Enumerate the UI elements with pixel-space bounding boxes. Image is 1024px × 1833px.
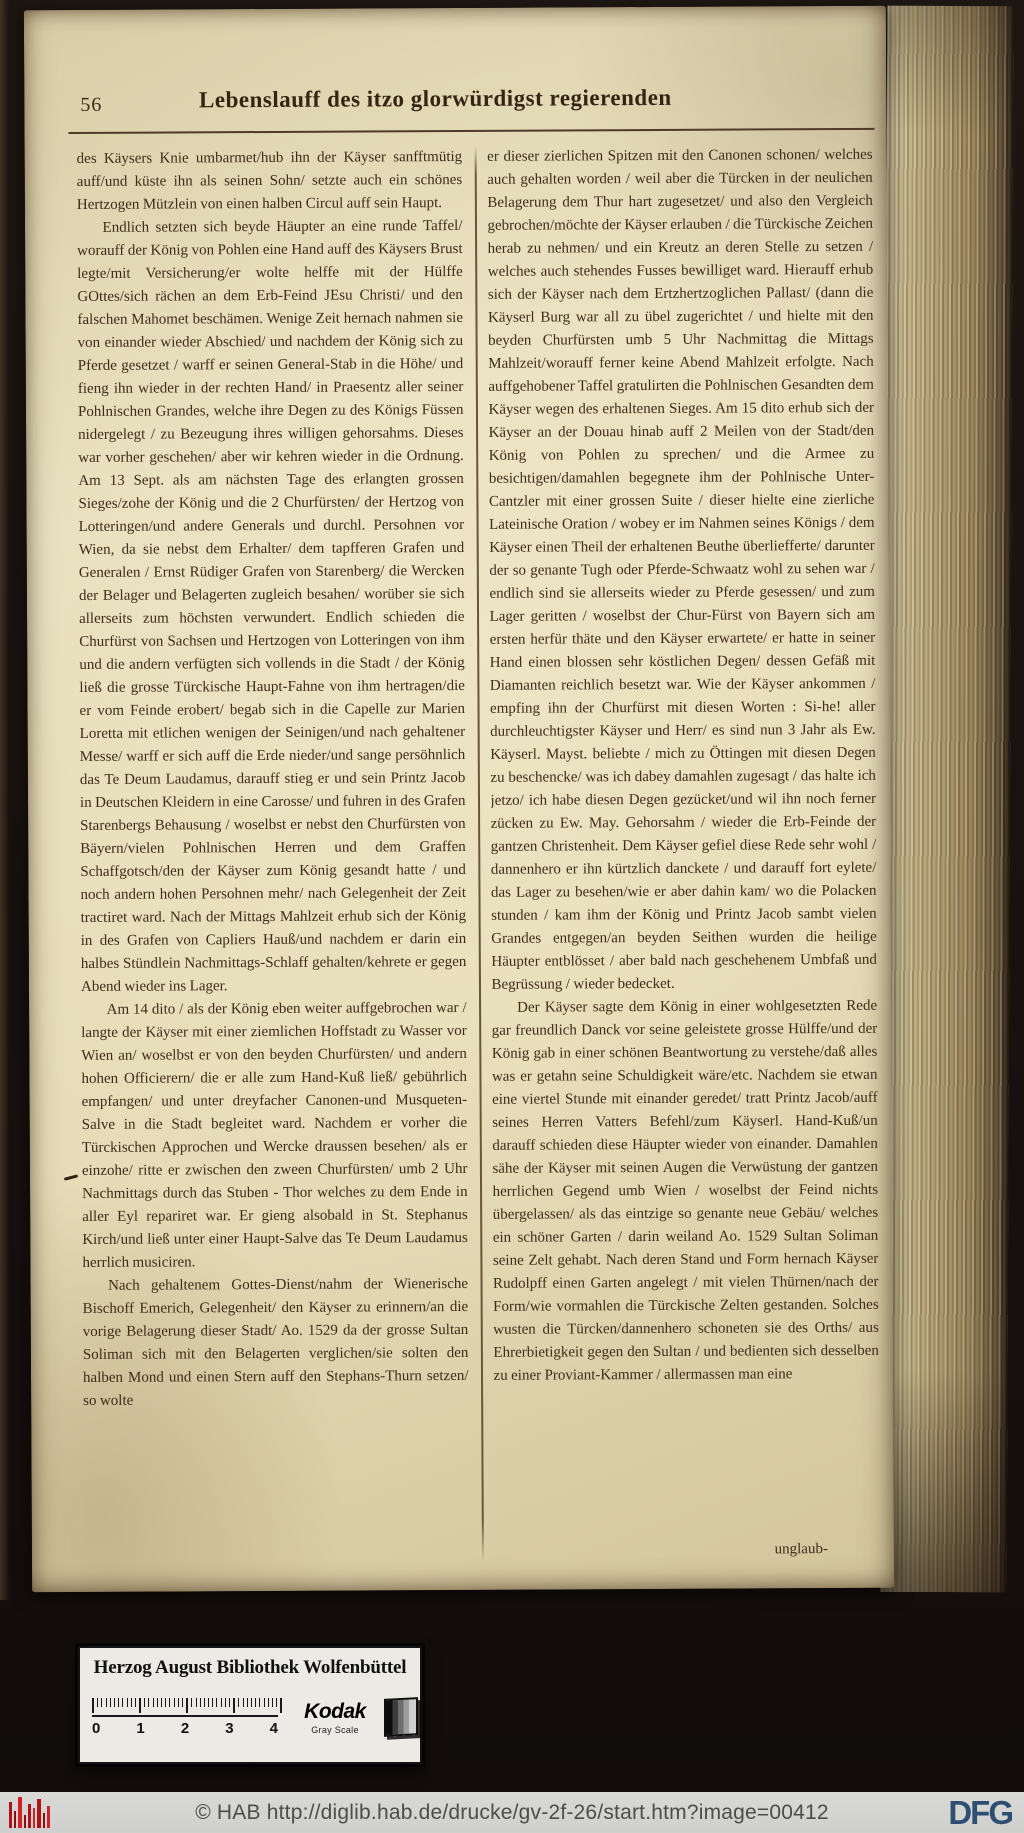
ruler-tick — [255, 1698, 256, 1707]
color-bar — [33, 1808, 35, 1828]
ruler-tick — [169, 1698, 170, 1707]
ruler-tick — [200, 1698, 201, 1707]
ruler-tick — [153, 1698, 154, 1707]
color-calibration-icon — [9, 1796, 52, 1828]
ruler-scale — [92, 1698, 278, 1737]
ruler-tick — [247, 1698, 248, 1707]
color-bar — [14, 1811, 16, 1828]
ruler-tick — [148, 1698, 149, 1707]
ruler-tick — [191, 1698, 192, 1707]
ruler-tick — [238, 1698, 239, 1707]
ruler-tick — [144, 1698, 145, 1707]
right-column-text — [487, 144, 880, 1552]
viewer-footer-bar — [0, 1792, 1024, 1833]
book-page — [24, 6, 894, 1592]
text-paragraph: Endlich setzten sich beyde Häupter an eine runde Taffel/ worauff der König von Pohlen eine Hand auff des Käysers Brust legte/mit Versicherung/er wolte helffe mit der Hülffe GOttes/sich rächen an dem Erb-Feind JEsu Christi/ und den falschen Mahomet beschämen. Wenige Zeit hernach nahmen sie von einander wieder Abschied/ und nachdem der König sich zu Pferde gesetzet / warff er seinen General-Stab in die Höhe/ und fieng ihn wieder in der rechten Hand/ in Praesentz aller seiner Pohlnischen Grandes, welche ihre Degen zu des Königs Füssen nidergelegt / zu Bezeugung ihres willigen gehorsahms. Dieses war vorher geschehen/ aber wir kehren wieder in die Ordnung. Am 13 Sept. als am nächsten Tage des erlangten grossen Sieges/zohe der König und die 2 Churfürsten/ der Hertzog von Lotteringen/und andere Generals und durchl. Persohnen vor Wien, da sie nebst dem Erhalter/ dem tapfferen Grafen und Generalen / Ernst Rüdiger Grafen von Starenberg/ die Wercken der Belager und Belagerten zugleich besahen/ worüber sie sich allerseits zum höchsten verwundert. Endlich schieden die Churfürst von Sachsen und Hertzogen von Lotteringen von ihm und die andern verfügten sich vollends in die Stadt / der König ließ die grosse Türckische Haupt-Fahne von ihm hertragen/die er vom Feinde erobert/ begab sich in die Capelle zur Marien Loretta mit etlichen wenigen der Seinigen/und nach gehaltener Messe/ warff er sich auff die Erde nieder/und sange persöhnlich das Te Deum Laudamus, darauff stieg er und sein Printz Jacob in Deutschen Kleidern in eine Carosse/ und fuhren in des Grafen Starenbergs Behausung / woselbst er nebst den Churfürsten von Bäyern/vielen Pohlnischen Herren und dem Graffen Schaffgotsch/den der Käyser zum König gesandt hatte / und noch andern hohen Persohnen mehr/ nach Gelegenheit der Zeit tractiret ward. Nach der Mittags Mahlzeit erhub sich der König in des Grafen von Capliers Hauß/und nachdem er darin ein halbes Stündlein Nachmittags-Schlaff gehalten/kehrete er gegen Abend wieder ins Lager. — [77, 217, 467, 995]
calibration-card — [78, 1646, 422, 1764]
ruler-tick — [92, 1698, 94, 1713]
kodak-label — [292, 1700, 378, 1735]
column-divider-rule — [474, 146, 483, 1562]
ruler-tick — [97, 1698, 98, 1707]
text-paragraph: des Käysers Knie umbarmet/hub ihn der Käyser sanfftmütig auff/und küste ihn als seinen Sohn/ setzte auch ein schönes Hertzogen Mützlein von einen halben Circul auff sein Haupt. — [76, 148, 463, 213]
ruler-tick — [174, 1698, 175, 1707]
color-bar — [43, 1813, 45, 1828]
library-name: Herzog August Bibliothek Wolfenbüttel — [93, 1657, 407, 1678]
color-bar — [18, 1797, 22, 1828]
ruler-tick — [212, 1698, 213, 1707]
ruler-tick — [251, 1698, 252, 1707]
ruler-numbers — [92, 1720, 278, 1737]
ruler-tick — [259, 1698, 260, 1707]
ruler-tick — [106, 1698, 107, 1707]
page-number: 56 — [80, 93, 103, 116]
ruler-tick — [243, 1698, 244, 1707]
ruler-tick — [233, 1698, 235, 1713]
color-bar — [9, 1802, 12, 1828]
text-paragraph: Nach gehaltenem Gottes-Dienst/nahm der Wienerische Bischoff Emerich, Gelegenheit/ den Käyser zu erinnern/an die vorige Belagerung dieser Stadt/ Ao. 1529 da der grosse Sultan Soliman sich mit den Belagerten verglichen/sie solten den halben Mond und einen Stern auff den Stephans-Thurn setzen/ so wolte — [82, 1275, 469, 1409]
ruler-tick — [216, 1698, 217, 1707]
left-column-text — [77, 146, 470, 1554]
ruler-number: 3 — [225, 1720, 234, 1737]
gray-scale-text: Gray Scale — [311, 1725, 359, 1735]
ruler-tick — [182, 1698, 183, 1707]
ruler-tick — [204, 1698, 205, 1707]
color-bar — [28, 1804, 31, 1828]
ruler-tick — [118, 1698, 119, 1707]
ruler-tick — [131, 1698, 132, 1707]
ruler-ticks — [92, 1698, 278, 1714]
ruler-number: 2 — [180, 1720, 190, 1737]
ruler-tick — [122, 1698, 123, 1707]
text-paragraph: Der Käyser sagte dem König in einer wohlgesetzten Rede gar freundlich Danck vor seine geleistete grosse Hülffe/und der König gab in einer schönen Beantwortung zu verstehe/daß alles was er getahn seine Schuldigkeit wäre/etc. Nachdem sie etwan eine viertel Stunde mit einander geredet/ tratt Printz Jacob/auff seines Herren Vatters Befehl/zum Käyserl. Hand-Kuß/un darauff schieden diese Häupter wieder von einander. Damahlen sähe der Käyser mit seinen Augen die Verwüstung der gantzen herrlichen Gegend umb Wien / woselbst der Feind nichts übergelassen/ als das eintzige so genante neue Gebäu/ welches ein schöner Garten / darin weiland Ao. 1529 Sultan Soliman seine Zelt gehabt. Nach deren Stand und Form hernach Käyser Rudolpff einen Garten angelegt / mit vielen Thürnen/nach der Form/wie vormahlen die Türckische Zelten gestanden. Solches wusten die Türcken/dannenhero schoneten sie des Orths/ aus Ehrerbietigkeit gegen den Sultan / und bedienten sich desselben zu einer Proviant-Kammer / allermassen man eine — [491, 997, 879, 1384]
ruler-tick — [196, 1698, 197, 1707]
ruler-tick — [229, 1698, 230, 1707]
ruler-number: 0 — [92, 1720, 101, 1737]
ruler-tick — [264, 1698, 265, 1707]
ruler-baseline — [92, 1715, 278, 1717]
ruler-tick — [208, 1698, 209, 1707]
ruler-tick — [135, 1698, 136, 1707]
ruler-tick — [268, 1698, 269, 1707]
ruler-tick — [161, 1698, 162, 1707]
color-bar — [47, 1806, 50, 1828]
ruler-tick — [127, 1698, 128, 1707]
color-bar — [24, 1815, 26, 1828]
header-rule — [69, 128, 875, 134]
handwritten-margin-mark — [64, 1174, 78, 1180]
ruler-number: 1 — [136, 1720, 145, 1737]
ruler-tick — [280, 1698, 282, 1713]
kodak-brand-text: Kodak — [304, 1700, 366, 1723]
ruler-tick — [157, 1698, 158, 1707]
calibration-scale-row — [92, 1692, 410, 1756]
ruler-number: 4 — [269, 1720, 278, 1737]
ruler-tick — [221, 1698, 222, 1707]
ruler-tick — [114, 1698, 115, 1707]
ruler-tick — [272, 1698, 273, 1707]
ruler-tick — [186, 1698, 188, 1713]
book-fore-edge — [881, 6, 1014, 1593]
text-paragraph: er dieser zierlichen Spitzen mit den Canonen schonen/ welches auch gehalten worden / weil aber die Türcken in der neulichen Belagerung dem Thur hart zugesetzet/ und also den Vergleich gebrochen/möchte der Käyser erlauben / die Türckische Zeichen herab zu nehmen/ und ein Kreutz an deren Stelle zu setzen / welches auch stehendes Fusses bewilliget ward. Hierauff erhub sich der Käyser nach dem Ertzhertzoglichen Pallast/ (dann die Käyserl Burg war all zu übel zugerichtet / und hielte mit den beyden Churfürsten umb 5 Uhr Nachmittag die Mittags Mahlzeit/worauff ferner keine Abend Mahlzeit erfolgte. Nach auffgehobener Taffel gratulirten die Pohlnischen Gesandten dem Käyser wegen des erhaltenen Sieges. Am 15 dito erhub sich der Käyser an der Douau hinab auff 2 Meilen von der Stadt/den König von Pohlen zu sprechen/ und die Armee zu besichtigen/damahlen begegnete ihm der Pohlnische Unter-Cantzler mit einer grossen Suite / dieser hielte eine zierliche Lateinische Oration / wobey er im Nahmen seines Königs / dem Käyser einen Theil der erhaltenen Beuthe überliefferte/ darunter der so genante Tugh oder Pferde-Schwaatz wohl zu sehen war / endlich sind sie allerseits wieder zu Pferde gesessen/ und zum Lager geritten / woselbst der Chur-Fürst von Bayern sich am ersten herfür thäte und den Käyser erwartete/ er hatte in seiner Hand einen blossen sehr köstlichen Degen/ dessen Gefäß mit Diamanten reichlich besetzt war. Wie der Käyser ankommen / empfing ihn der Churfürst mit diesen Worten : Si-he! aller durchleuchtigster Käyser und Herr/ es sind nun 3 Jahr als Ew. Käyserl. Mayst. beliebte / mich zu Öttingen mit diesen Degen zu beschencke/ was ich dabey damahlen zugesagt / das halte ich jetzo/ ich habe diesen Degen gezücket/und wil ihn noch ferner zücken zu Ew. May. Gehorsahm / wieder die Erb-Feinde der gantzen Christenheit. Dem Käyser gefiel diese Rede sehr wohl / dannenhero er ihn kürtzlich danckete / und darauff fort eylete/ das Lager zu besehen/wie er aber dahin kam/ wo die Polacken stunden / kam ihm der König und Printz Jacob sambt vielen Grandes entgegen/an beyden Seithen wurden die heilige Häupter entblösset / aber bald nach geschehenem Umbfaß und Begrüssung / wieder bedecket. — [487, 146, 877, 993]
ruler-tick — [225, 1698, 226, 1707]
running-title: Lebenslauff des itzo glorwürdigst regierenden — [198, 84, 672, 113]
gray-scale-wedge-icon — [384, 1697, 418, 1737]
catchword: unglaub- — [774, 1541, 828, 1558]
ruler-tick — [178, 1698, 179, 1707]
dfg-logo: DFG — [948, 1794, 1012, 1831]
ruler-tick — [101, 1698, 102, 1707]
text-columns — [77, 144, 880, 1550]
color-bar — [37, 1799, 41, 1828]
ruler-tick — [110, 1698, 111, 1707]
ruler-tick — [276, 1698, 277, 1707]
source-url-text: © HAB http://diglib.hab.de/drucke/gv-2f-26/start.htm?image=00412 — [195, 1800, 829, 1824]
ruler-tick — [165, 1698, 166, 1707]
ruler-tick — [139, 1698, 141, 1713]
text-paragraph: Am 14 dito / als der König eben weiter auffgebrochen war / langte der Käyser mit einer ziemlichen Hoffstadt zu Wasser vor Wien an/ woselbst er von den beyden Churfürsten/ und andern hohen Officierern/ die er alle zum Hand-Kuß ließ/ gebührlich empfangen/ und unter dreyfacher Canonen-und Musqueten-Salve in die Stadt begleitet ward. Nachdem er vorher die Türckischen Approchen und Wercke draussen besehen/ als er einzohe/ ritte er zwischen den zween Churfürsten/ umb 2 Uhr Nachmittags durch das Stuben - Thor welches zu dem Ende in aller Eyl repariret war. Er gieng alsobald in St. Stephanus Kirch/und ließ unter einer Haupt-Salve das Te Deum Laudamus herrlich musiciren. — [81, 999, 468, 1271]
scan-cradle-edge — [0, 0, 9, 1600]
